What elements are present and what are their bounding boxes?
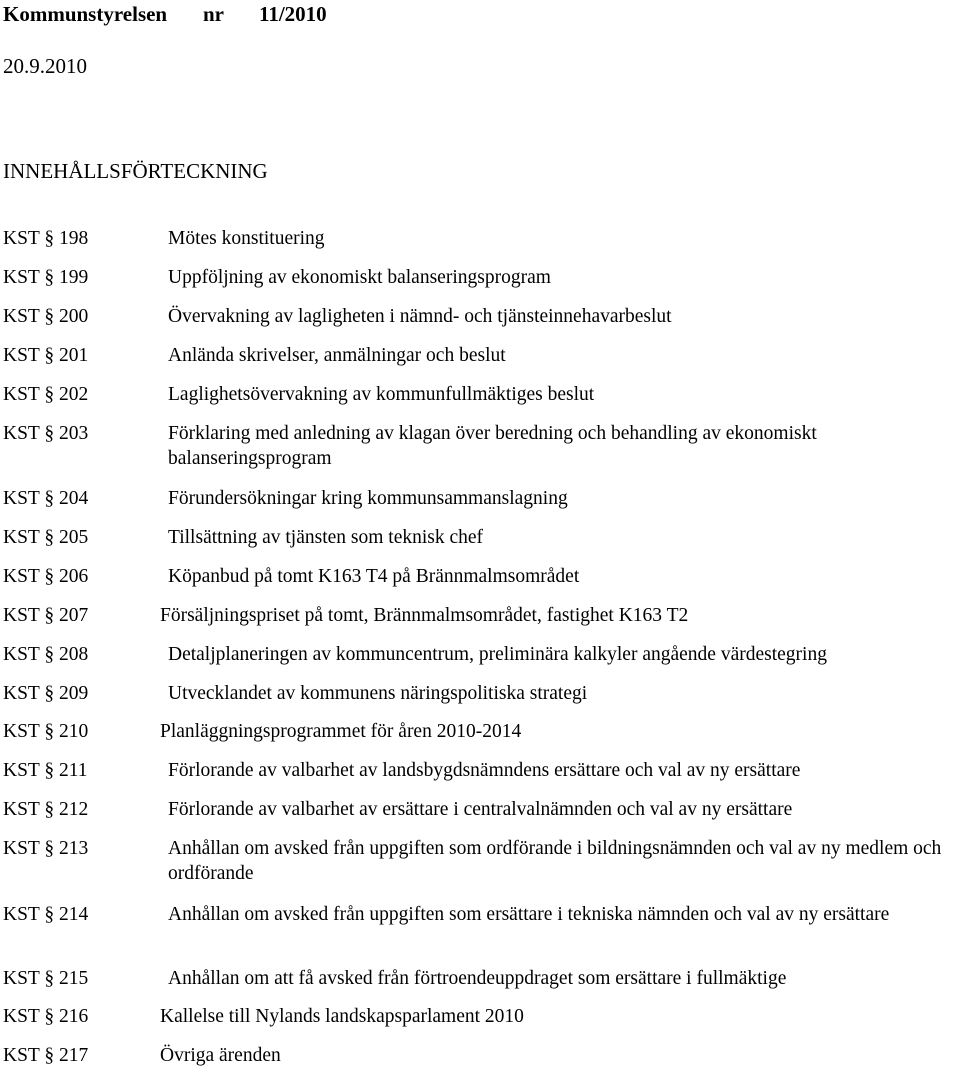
section-title: Planläggningsprogrammet för åren 2010-2014 bbox=[160, 721, 522, 742]
section-code: KST § 200 bbox=[3, 306, 89, 327]
section-code: KST § 215 bbox=[3, 968, 89, 989]
section-code: KST § 204 bbox=[3, 488, 89, 509]
section-title: Utvecklandet av kommunens näringspolitiska strategi bbox=[168, 683, 588, 704]
meeting-date: 20.9.2010 bbox=[3, 54, 87, 78]
section-title: Förlorande av valbarhet av ersättare i centralvalnämnden och val av ny ersättare bbox=[168, 799, 793, 820]
section-code: KST § 212 bbox=[3, 799, 89, 820]
section-code: KST § 211 bbox=[3, 760, 88, 781]
section-code: KST § 217 bbox=[3, 1045, 89, 1066]
section-code: KST § 203 bbox=[3, 423, 89, 444]
section-title: Förundersökningar kring kommunsammanslagning bbox=[168, 488, 568, 509]
section-code: KST § 199 bbox=[3, 267, 89, 288]
section-title: Anhållan om att få avsked från förtroendeuppdraget som ersättare i fullmäktige bbox=[168, 968, 787, 989]
section-code: KST § 205 bbox=[3, 527, 89, 548]
section-title: Förklaring med anledning av klagan över beredning och behandling av ekonomiskt balanseringsprogram bbox=[168, 423, 817, 469]
section-title: Övervakning av lagligheten i nämnd- och tjänsteinnehavarbeslut bbox=[168, 306, 672, 327]
section-title: Köpanbud på tomt K163 T4 på Brännmalmsområdet bbox=[168, 566, 580, 587]
section-title: Anhållan om avsked från uppgiften som ersättare i tekniska nämnden och val av ny ersättare bbox=[168, 904, 890, 925]
section-code: KST § 208 bbox=[3, 644, 89, 665]
meeting-number: 11/2010 bbox=[259, 2, 327, 26]
section-title: Anlända skrivelser, anmälningar och beslut bbox=[168, 345, 506, 366]
section-code: KST § 201 bbox=[3, 345, 89, 366]
number-label: nr bbox=[203, 2, 224, 26]
section-title: Tillsättning av tjänsten som teknisk chef bbox=[168, 527, 484, 548]
section-code: KST § 198 bbox=[3, 228, 89, 249]
section-code: KST § 213 bbox=[3, 838, 89, 859]
organization-name: Kommunstyrelsen bbox=[3, 2, 168, 26]
section-title: Försäljningspriset på tomt, Brännmalmsområdet, fastighet K163 T2 bbox=[160, 605, 689, 626]
section-code: KST § 214 bbox=[3, 904, 89, 925]
section-code: KST § 206 bbox=[3, 566, 89, 587]
toc-title: INNEHÅLLSFÖRTECKNING bbox=[3, 159, 268, 183]
section-title: Anhållan om avsked från uppgiften som ordförande i bildningsnämnden och val av ny medlem och ordförande bbox=[168, 838, 942, 884]
section-code: KST § 210 bbox=[3, 721, 89, 742]
section-title: Uppföljning av ekonomiskt balanseringsprogram bbox=[168, 267, 551, 288]
section-title: Laglighetsövervakning av kommunfullmäktiges beslut bbox=[168, 384, 595, 405]
section-code: KST § 216 bbox=[3, 1006, 89, 1027]
section-code: KST § 209 bbox=[3, 683, 89, 704]
document-header bbox=[3, 0, 327, 28]
section-title: Detaljplaneringen av kommuncentrum, preliminära kalkyler angående värdestegring bbox=[168, 644, 827, 665]
section-code: KST § 202 bbox=[3, 384, 89, 405]
section-title: Kallelse till Nylands landskapsparlament 2010 bbox=[160, 1006, 524, 1027]
section-title: Mötes konstituering bbox=[168, 228, 325, 249]
section-title: Övriga ärenden bbox=[160, 1045, 281, 1066]
section-title: Förlorande av valbarhet av landsbygdsnämndens ersättare och val av ny ersättare bbox=[168, 760, 801, 781]
section-code: KST § 207 bbox=[3, 605, 89, 626]
